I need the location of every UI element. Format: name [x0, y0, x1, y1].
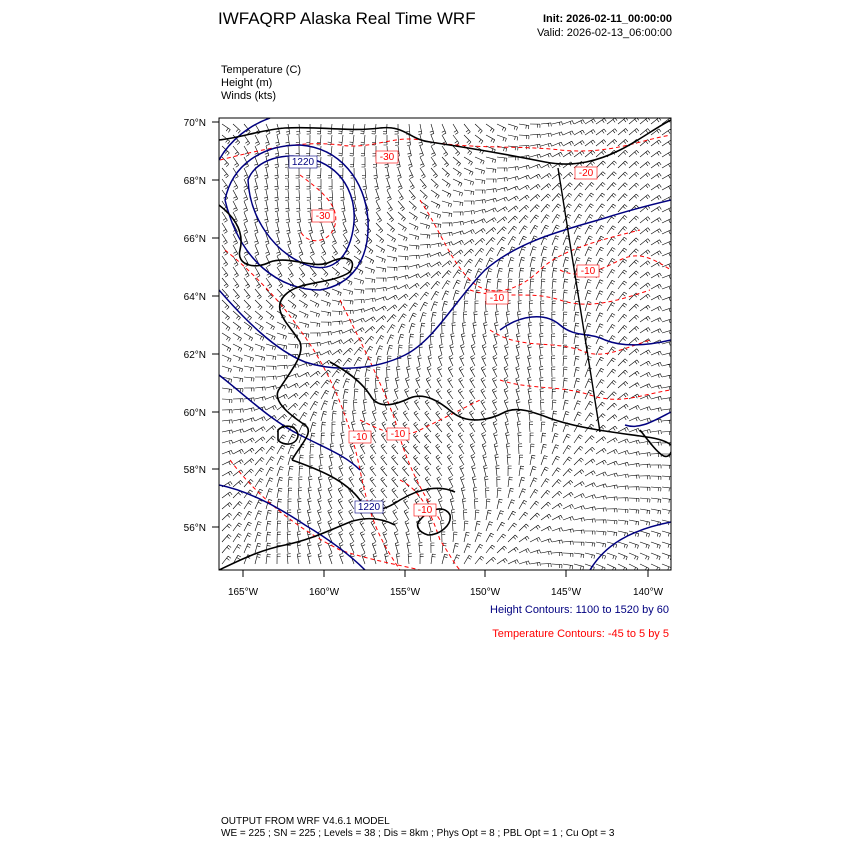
wind-barbs [222, 118, 673, 572]
contour-labels [289, 151, 599, 516]
height-contour-label: 1220 [291, 157, 315, 168]
lon-tick-label: 140°W [632, 587, 664, 598]
lat-tick-label: 68°N [183, 176, 206, 187]
lon-tick-label: 160°W [308, 587, 340, 598]
lon-tick-label: 150°W [469, 587, 501, 598]
field-height: Height (m) [221, 77, 273, 89]
temperature-contour-label: -10 [580, 266, 596, 277]
coastline-southeast [640, 430, 671, 456]
temperature-contour [490, 330, 650, 354]
height-contour [248, 156, 354, 268]
height-contour-label: 1220 [357, 502, 381, 513]
wind-barb-field [222, 118, 673, 572]
coastline [219, 120, 671, 570]
lon-tick-label: 165°W [227, 587, 259, 598]
temperature-contour-label: -10 [489, 293, 505, 304]
init-time: Init: 2026-02-11_00:00:00 [542, 13, 672, 25]
footer-model: OUTPUT FROM WRF V4.6.1 MODEL [221, 816, 390, 827]
lat-tick-label: 56°N [183, 523, 206, 534]
height-contours [219, 118, 671, 570]
field-temperature: Temperature (C) [221, 64, 302, 76]
temperature-contour-label: -10 [352, 432, 368, 443]
temperature-contour-label: -30 [379, 152, 395, 163]
temperature-contour-label: -20 [578, 168, 594, 179]
field-winds: Winds (kts) [221, 90, 276, 102]
temperature-contour-label: -10 [417, 505, 433, 516]
temperature-contour-label: -10 [390, 429, 406, 440]
lat-tick-label: 60°N [183, 408, 206, 419]
valid-time: Valid: 2026-02-13_06:00:00 [537, 27, 672, 39]
lat-tick-label: 62°N [183, 350, 206, 361]
height-contour [590, 522, 671, 570]
temperature-contour [230, 460, 420, 570]
lat-tick-label: 70°N [183, 118, 206, 129]
lat-tick-label: 66°N [183, 234, 206, 245]
temperature-contour [300, 175, 336, 241]
temperature-contour-info: Temperature Contours: -45 to 5 by 5 [492, 628, 669, 640]
longitude-axis [228, 570, 664, 598]
footer-config: WE = 225 ; SN = 225 ; Levels = 38 ; Dis = 8km ; Phys Opt = 8 ; PBL Opt = 1 ; Cu Opt = 3 [221, 828, 615, 839]
latitude-axis [184, 118, 219, 534]
lat-tick-label: 64°N [183, 292, 206, 303]
height-contour [625, 412, 671, 426]
temperature-contour-label: -30 [315, 211, 331, 222]
map-frame [219, 118, 671, 570]
temperature-contour [500, 380, 670, 399]
map-title: IWFAQRP Alaska Real Time WRF [218, 9, 476, 28]
lat-tick-label: 58°N [183, 465, 206, 476]
lon-tick-label: 145°W [550, 587, 582, 598]
temperature-contour [340, 300, 440, 520]
height-contour-info: Height Contours: 1100 to 1520 by 60 [490, 604, 669, 616]
coastline-bristol [330, 362, 671, 445]
lon-tick-label: 155°W [389, 587, 421, 598]
